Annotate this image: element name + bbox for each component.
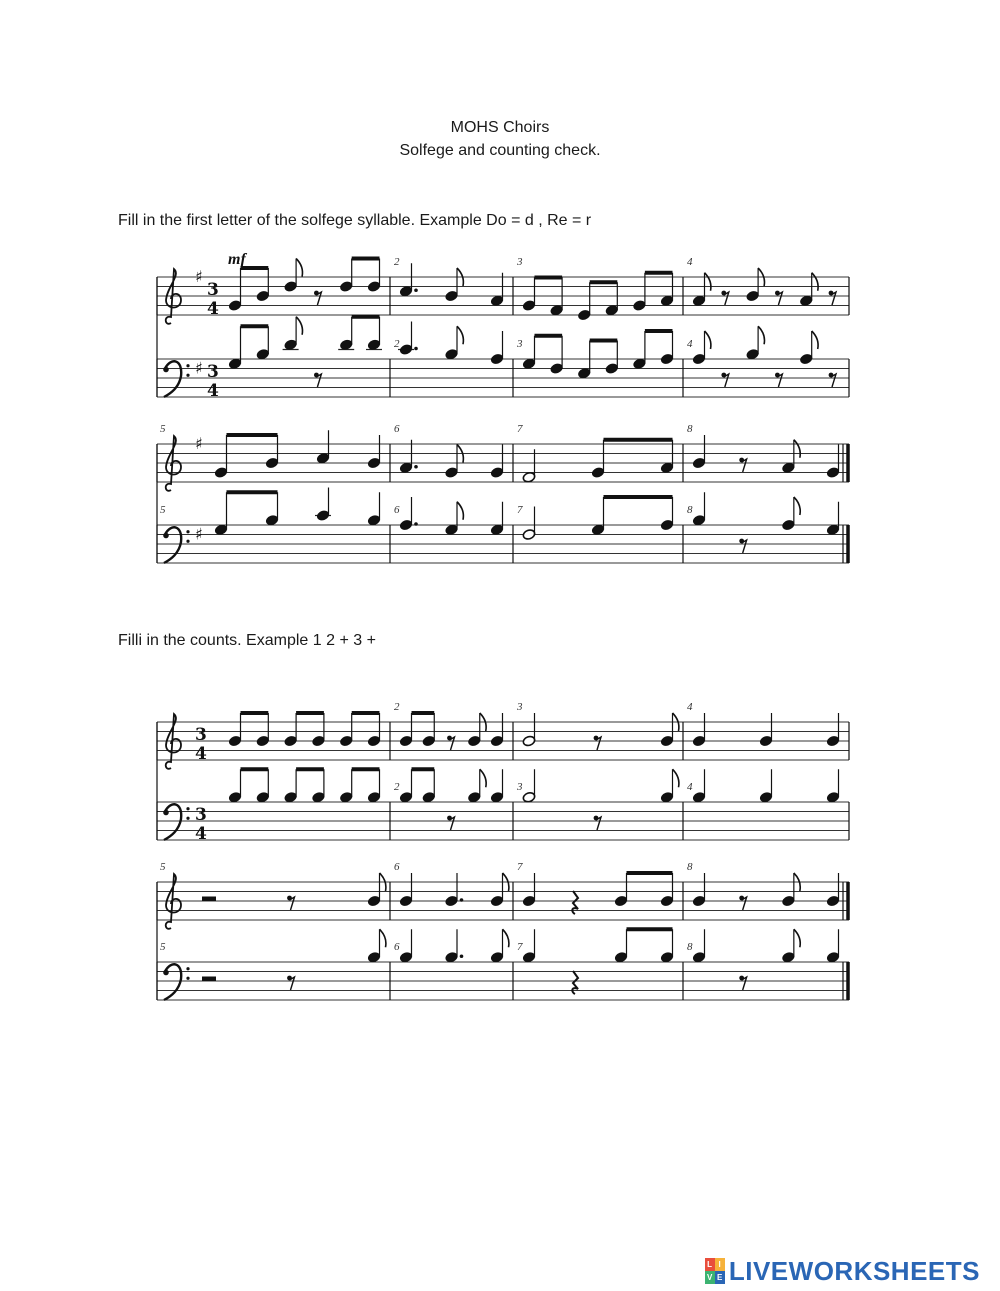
measure-number: 3 (517, 256, 523, 268)
notehead (399, 735, 413, 747)
key-signature-sharp: ♯ (195, 267, 203, 286)
note-flag (794, 440, 800, 458)
logo-letter: E (715, 1271, 725, 1284)
notehead (256, 735, 270, 747)
notehead (445, 467, 459, 479)
notehead (660, 951, 674, 963)
key-signature-sharp: ♯ (195, 358, 203, 378)
measure-number: 2 (394, 338, 400, 350)
dot (460, 954, 464, 958)
notehead (522, 951, 536, 963)
bass-clef (164, 804, 181, 840)
bass-clef (163, 533, 169, 539)
note-flag (794, 497, 800, 515)
measure-number: 7 (517, 861, 523, 873)
notehead (577, 367, 591, 379)
logo-letter: I (715, 1258, 725, 1271)
bass-clef (186, 807, 189, 810)
notehead (781, 462, 795, 474)
eighth-rest (777, 292, 782, 305)
measure-number: 5 (160, 423, 166, 435)
bass-clef (186, 374, 189, 377)
notehead (759, 791, 773, 803)
notehead (591, 524, 605, 536)
notehead (692, 353, 706, 365)
dot (414, 522, 418, 526)
liveworksheets-logo (705, 1256, 980, 1286)
note-flag (296, 259, 302, 277)
notehead (692, 514, 706, 526)
dot (414, 465, 418, 469)
notehead (399, 519, 413, 531)
measure-number: 7 (517, 423, 523, 435)
notehead (660, 791, 674, 803)
key-signature-sharp: ♯ (195, 434, 203, 453)
measure-number: 3 (517, 701, 523, 713)
notehead (692, 951, 706, 963)
notehead (228, 358, 242, 370)
notehead (781, 895, 795, 907)
eighth-rest (316, 374, 321, 387)
note-flag (673, 769, 679, 787)
note-flag (758, 326, 764, 344)
notehead (445, 895, 459, 907)
notehead (284, 735, 298, 747)
notehead (445, 524, 459, 536)
notehead (692, 791, 706, 803)
measure-number: 4 (687, 338, 693, 350)
notehead (660, 519, 674, 531)
bass-clef (186, 530, 189, 533)
notehead (660, 462, 674, 474)
notehead (490, 467, 504, 479)
eighth-rest (742, 897, 747, 910)
notehead (490, 735, 504, 747)
notehead (759, 735, 773, 747)
notehead (214, 524, 228, 536)
time-signature: 3 (195, 805, 207, 825)
bass-clef (186, 977, 189, 980)
notehead (339, 791, 353, 803)
measure-number: 6 (394, 504, 400, 516)
time-signature: 4 (207, 299, 219, 319)
notehead (522, 895, 536, 907)
dynamic-marking: mf (228, 251, 246, 268)
notehead (633, 300, 647, 312)
measure-number: 4 (687, 781, 693, 793)
notehead (256, 290, 270, 302)
eighth-rest (724, 292, 729, 305)
eighth-rest (450, 737, 455, 750)
notehead (826, 895, 840, 907)
notehead (746, 290, 760, 302)
notehead (367, 514, 381, 526)
notehead (316, 452, 330, 464)
notehead (312, 735, 326, 747)
notehead (692, 735, 706, 747)
notehead (256, 791, 270, 803)
notehead (550, 363, 564, 375)
measure-number: 6 (394, 861, 400, 873)
notehead (781, 519, 795, 531)
notehead (577, 309, 591, 321)
notehead (445, 348, 459, 360)
bass-clef (164, 361, 181, 397)
measure-number: 8 (687, 941, 693, 953)
eighth-rest (742, 459, 747, 472)
instruction-counting: Filli in the counts. Example 1 2 + 3 + (118, 632, 376, 649)
notehead (399, 951, 413, 963)
measure-number: 5 (160, 504, 166, 516)
note-flag (457, 502, 463, 520)
notehead (367, 735, 381, 747)
note-flag (296, 317, 302, 335)
time-signature: 3 (207, 362, 219, 382)
notehead (367, 895, 381, 907)
note-flag (794, 929, 800, 947)
notehead (445, 951, 459, 963)
measure-number: 4 (687, 256, 693, 268)
notehead (660, 295, 674, 307)
eighth-rest (742, 540, 747, 553)
time-signature: 4 (195, 744, 207, 764)
notehead (660, 735, 674, 747)
measure-number: 3 (517, 338, 523, 350)
notehead (265, 457, 279, 469)
notehead (467, 735, 481, 747)
notehead (591, 467, 605, 479)
notehead (228, 300, 242, 312)
notehead (490, 353, 504, 365)
key-signature-sharp: ♯ (195, 524, 203, 544)
measure-number: 8 (687, 504, 693, 516)
notehead (522, 358, 536, 370)
note-flag (812, 273, 818, 291)
notehead (399, 791, 413, 803)
note-flag (705, 331, 711, 349)
notehead (339, 281, 353, 293)
notehead (367, 791, 381, 803)
notehead (826, 735, 840, 747)
notehead (284, 791, 298, 803)
notehead (781, 951, 795, 963)
dot (414, 288, 418, 292)
notehead (605, 304, 619, 316)
notehead (522, 300, 536, 312)
dot (460, 898, 464, 902)
note-flag (812, 331, 818, 349)
notehead (490, 295, 504, 307)
notehead (367, 281, 381, 293)
notehead (228, 735, 242, 747)
time-signature: 3 (207, 280, 219, 300)
notehead (522, 529, 536, 541)
measure-number: 6 (394, 423, 400, 435)
measure-number: 2 (394, 701, 400, 713)
time-signature: 4 (207, 381, 219, 401)
measure-number: 2 (394, 256, 400, 268)
notehead (522, 791, 536, 803)
measure-number: 7 (517, 941, 523, 953)
notehead (422, 791, 436, 803)
bass-clef (186, 967, 189, 970)
notehead (490, 524, 504, 536)
eighth-rest (777, 374, 782, 387)
logo-letter: L (705, 1258, 715, 1271)
bass-clef (164, 527, 181, 563)
dot (414, 347, 418, 351)
liveworksheets-logo-icon (705, 1258, 725, 1284)
note-flag (503, 929, 509, 947)
eighth-rest (724, 374, 729, 387)
notehead (399, 462, 413, 474)
notehead (490, 951, 504, 963)
notehead (367, 457, 381, 469)
measure-number: 8 (687, 423, 693, 435)
notehead (399, 895, 413, 907)
measure-number: 5 (160, 861, 166, 873)
eighth-rest (831, 374, 836, 387)
notehead (799, 295, 813, 307)
notehead (256, 348, 270, 360)
notehead (367, 951, 381, 963)
note-flag (380, 929, 386, 947)
eighth-rest (290, 977, 295, 990)
notehead (826, 951, 840, 963)
bass-clef (163, 970, 169, 976)
notehead (265, 514, 279, 526)
time-signature: 4 (195, 824, 207, 844)
measure-number: 4 (687, 701, 693, 713)
eighth-rest (596, 737, 601, 750)
notehead (660, 895, 674, 907)
notehead (633, 358, 647, 370)
notehead (467, 791, 481, 803)
eighth-rest (742, 977, 747, 990)
notehead (614, 951, 628, 963)
notehead (550, 304, 564, 316)
logo-letter: V (705, 1271, 715, 1284)
notehead (339, 735, 353, 747)
notehead (746, 348, 760, 360)
liveworksheets-wordmark: LIVEWORKSHEETS (728, 1255, 980, 1286)
notehead (284, 281, 298, 293)
measure-number: 8 (687, 861, 693, 873)
notehead (214, 467, 228, 479)
notehead (826, 791, 840, 803)
measure-number: 3 (517, 781, 523, 793)
measure-number: 7 (517, 504, 523, 516)
notehead (316, 510, 330, 522)
bass-clef (163, 810, 169, 816)
notehead (614, 895, 628, 907)
notehead (522, 735, 536, 747)
notehead (399, 344, 413, 356)
bass-clef (186, 817, 189, 820)
eighth-rest (450, 817, 455, 830)
instruction-solfege: Fill in the first letter of the solfege syllable. Example Do = d , Re = r (118, 212, 592, 229)
notehead (445, 290, 459, 302)
notehead (490, 791, 504, 803)
half-rest (202, 977, 216, 982)
notehead (660, 353, 674, 365)
eighth-rest (596, 817, 601, 830)
bass-clef (186, 364, 189, 367)
notehead (692, 895, 706, 907)
note-flag (705, 273, 711, 291)
half-rest (202, 897, 216, 902)
notehead (692, 295, 706, 307)
bass-clef (164, 964, 181, 1000)
eighth-rest (831, 292, 836, 305)
notehead (422, 735, 436, 747)
notehead (826, 524, 840, 536)
notehead (399, 285, 413, 297)
notehead (692, 457, 706, 469)
worksheet-title: MOHS Choirs (450, 119, 550, 136)
time-signature: 3 (195, 725, 207, 745)
note-flag (480, 769, 486, 787)
notehead (312, 791, 326, 803)
notehead (605, 363, 619, 375)
notehead (799, 353, 813, 365)
measure-number: 5 (160, 941, 166, 953)
measure-number: 6 (394, 941, 400, 953)
bass-clef (163, 367, 169, 373)
notehead (522, 471, 536, 483)
notehead (826, 467, 840, 479)
worksheet-subtitle: Solfege and counting check. (399, 142, 601, 159)
notehead (490, 895, 504, 907)
eighth-rest (290, 897, 295, 910)
note-flag (457, 326, 463, 344)
bass-clef (186, 540, 189, 543)
eighth-rest (316, 292, 321, 305)
notehead (228, 791, 242, 803)
measure-number: 2 (394, 781, 400, 793)
